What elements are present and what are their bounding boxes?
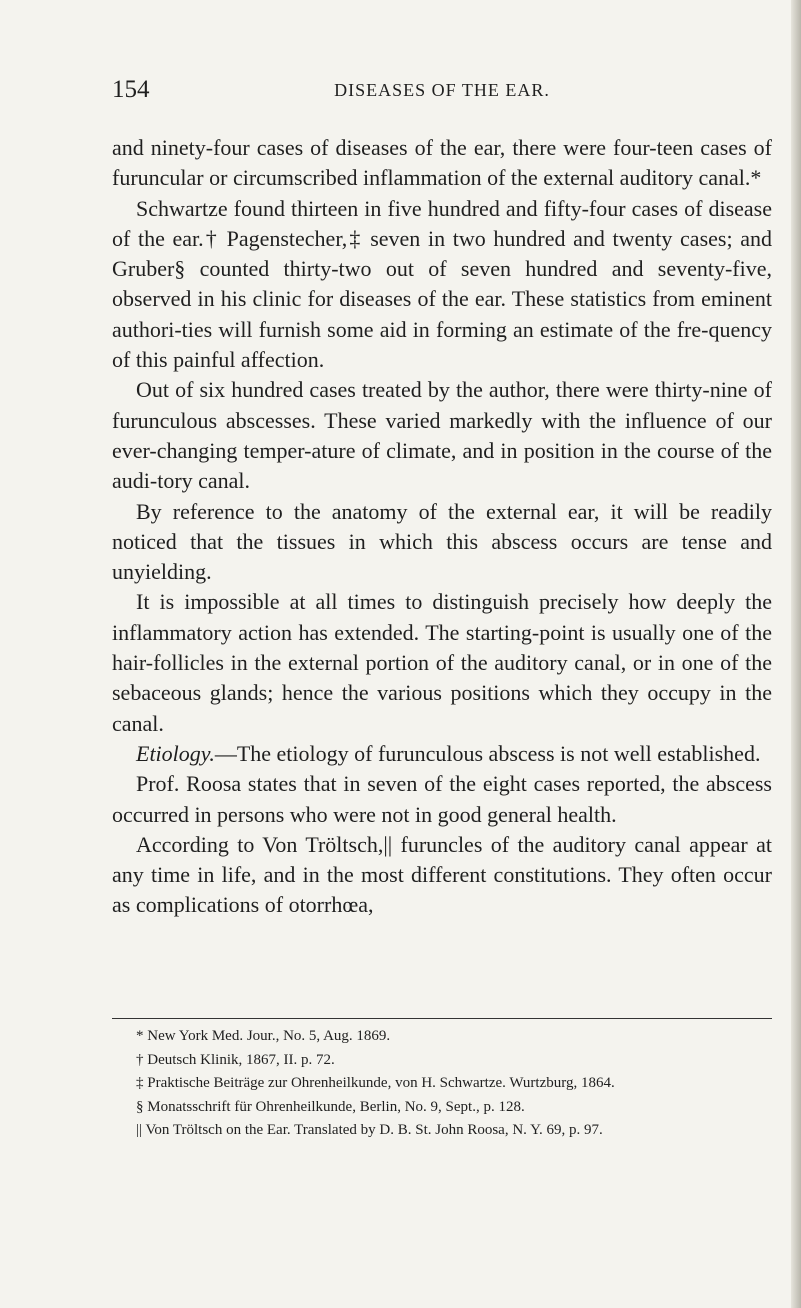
page-edge-shadow — [791, 0, 801, 1308]
etiology-text: —The etiology of furunculous abscess is not well established. — [214, 740, 761, 766]
paragraph: It is impossible at all times to distinguish precisely how deeply the inflammatory action has extended. The starting-point is usually one of the hair-follicles in the external portion of the auditory canal, or in one of the sebaceous glands; hence the various positions which they occupy in the canal. — [112, 589, 772, 736]
page-header — [112, 76, 772, 106]
page-number: 154 — [112, 76, 150, 103]
footnote: † Deutsch Klinik, 1867, II. p. 72. — [136, 1051, 335, 1068]
paragraph: According to Von Tröltsch,|| furuncles of the auditory canal appear at any time in life, and in the most different constitutions. They often occur as complications of otorrhœa, — [112, 831, 772, 918]
footnote: * New York Med. Jour., No. 5, Aug. 1869. — [136, 1028, 391, 1044]
footnotes — [112, 1025, 772, 1143]
etiology-paragraph — [112, 739, 772, 769]
paragraph: Schwartze found thirteen in five hundred and fifty-four cases of disease of the ear.† Pagenstecher,‡ seven in two hundred and twenty cases; and Gruber§ counted thirty-two out of seven hundred and seventy-five, observed in his clinic for diseases of the ear. These statistics from eminent authori-ties will furnish some aid in forming an estimate of the fre-quency of this painful affection. — [112, 195, 772, 373]
paragraph: Out of six hundred cases treated by the author, there were thirty-nine of furunculous abscesses. These varied markedly with the influence of our ever-changing temper-ature of climate, and in position in the course of the audi-tory canal. — [112, 377, 772, 494]
paragraph: By reference to the anatomy of the external ear, it will be readily noticed that the tissues in which this abscess occurs are tense and unyielding. — [112, 498, 772, 585]
paragraph: and ninety-four cases of diseases of the ear, there were four-teen cases of furuncular or circumscribed inflammation of the external auditory canal.* — [112, 135, 772, 191]
body-text — [112, 133, 772, 921]
footnote-divider — [112, 1018, 772, 1019]
footnote: ‡ Praktische Beiträge zur Ohrenheilkunde, von H. Schwartze. Wurtzburg, 1864. — [136, 1075, 615, 1091]
running-title: DISEASES OF THE EAR. — [334, 80, 550, 100]
footnote: § Monatsschrift für Ohrenheilkunde, Berlin, No. 9, Sept., p. 128. — [136, 1098, 525, 1115]
paragraph: Prof. Roosa states that in seven of the eight cases reported, the abscess occurred in persons who were not in good general health. — [112, 771, 772, 827]
etiology-heading: Etiology. — [136, 740, 215, 766]
footnote: || Von Tröltsch on the Ear. Translated by D. B. St. John Roosa, N. Y. 69, p. 97. — [136, 1122, 603, 1138]
